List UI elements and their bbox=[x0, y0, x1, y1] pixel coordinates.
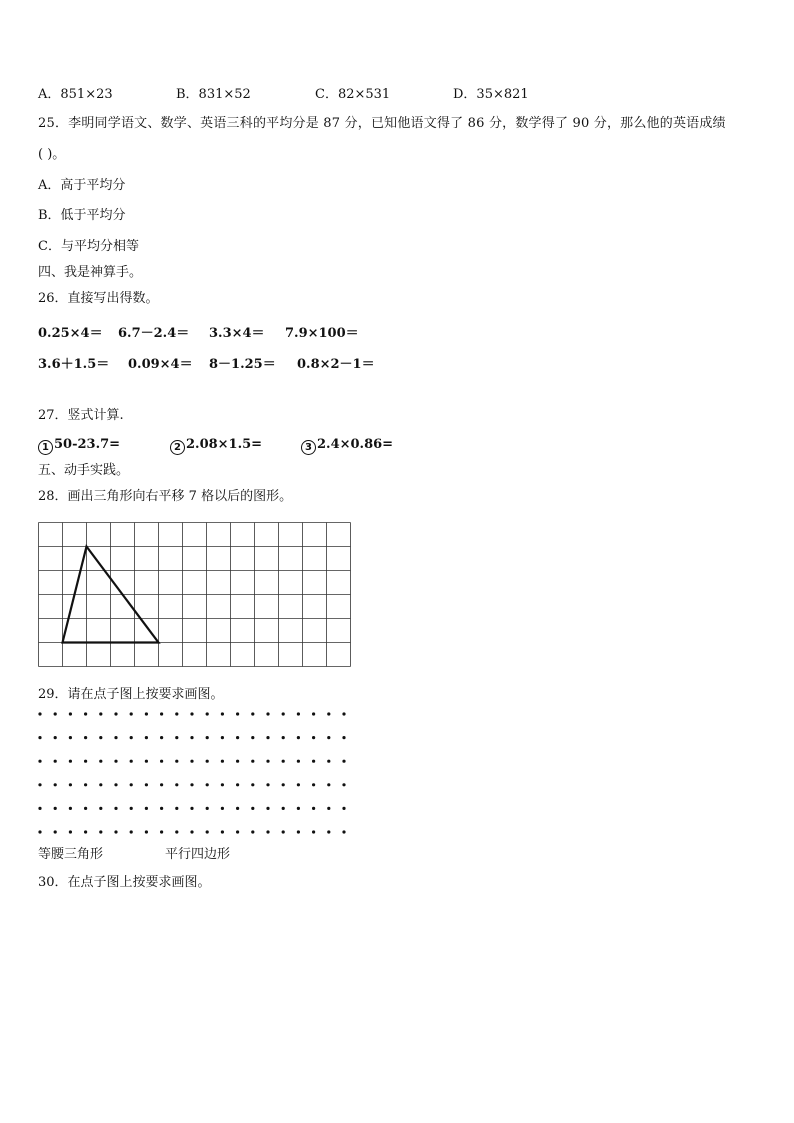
grid-dot bbox=[175, 830, 178, 833]
grid-dot bbox=[160, 736, 163, 739]
grid-dot bbox=[54, 760, 57, 763]
grid-dot bbox=[175, 736, 178, 739]
grid-dot bbox=[221, 712, 224, 715]
grid-dot bbox=[99, 760, 102, 763]
grid-dot bbox=[221, 760, 224, 763]
grid-dot bbox=[266, 807, 269, 810]
grid-dot bbox=[130, 760, 133, 763]
grid-dot bbox=[160, 807, 163, 810]
grid-dot bbox=[54, 712, 57, 715]
grid-dot bbox=[160, 760, 163, 763]
grid-dot bbox=[38, 736, 41, 739]
grid-dot bbox=[114, 760, 117, 763]
calc-item: 8－1.25＝ bbox=[209, 357, 276, 372]
calc-item: 7.9×100＝ bbox=[285, 326, 359, 341]
question-25-stem: 25．李明同学语文、数学、英语三科的平均分是 87 分，已知他语文得了 86 分，数学得了 90 分，那么他的英语成绩 bbox=[38, 116, 726, 131]
grid-dot bbox=[206, 783, 209, 786]
grid-dot bbox=[312, 783, 315, 786]
grid-dot bbox=[160, 783, 163, 786]
grid-dot bbox=[342, 830, 345, 833]
question-30-stem: 30．在点子图上按要求画图。 bbox=[38, 875, 211, 890]
question-25-blank: ( )。 bbox=[38, 147, 66, 162]
grid-dot bbox=[160, 830, 163, 833]
calc-item: 3.6＋1.5＝ bbox=[38, 357, 110, 372]
grid-dot bbox=[38, 830, 41, 833]
grid-dot bbox=[190, 712, 193, 715]
grid-dot bbox=[327, 807, 330, 810]
grid-dot bbox=[54, 736, 57, 739]
grid-dot bbox=[327, 783, 330, 786]
grid-dot bbox=[312, 736, 315, 739]
vertical-calc-expr: 2.4×0.86= bbox=[317, 437, 394, 452]
grid-dot bbox=[266, 760, 269, 763]
grid-dot bbox=[251, 712, 254, 715]
grid-dot bbox=[190, 760, 193, 763]
grid-dot bbox=[69, 760, 72, 763]
grid-dot bbox=[99, 807, 102, 810]
grid-dot bbox=[69, 807, 72, 810]
grid-dot bbox=[84, 712, 87, 715]
section-5-heading: 五、动手实践。 bbox=[38, 463, 130, 478]
grid-dot bbox=[190, 830, 193, 833]
grid-dot bbox=[130, 783, 133, 786]
grid-dot bbox=[312, 712, 315, 715]
grid-dot bbox=[266, 736, 269, 739]
grid-dot bbox=[114, 830, 117, 833]
grid-dot bbox=[342, 760, 345, 763]
vertical-calc-item bbox=[301, 437, 393, 455]
label-parallelogram: 平行四边形 bbox=[165, 847, 231, 862]
circled-number: 2 bbox=[170, 440, 185, 455]
grid-dot bbox=[251, 760, 254, 763]
grid-dot bbox=[206, 807, 209, 810]
grid-dot bbox=[266, 830, 269, 833]
question-29-stem: 29．请在点子图上按要求画图。 bbox=[38, 687, 224, 702]
grid-dot bbox=[84, 783, 87, 786]
grid-dot bbox=[84, 830, 87, 833]
grid-dot bbox=[99, 830, 102, 833]
grid-dot bbox=[145, 830, 148, 833]
grid-dot bbox=[206, 712, 209, 715]
grid-dot bbox=[54, 783, 57, 786]
grid-dot bbox=[114, 736, 117, 739]
option-a: A．851×23 bbox=[38, 87, 113, 102]
grid-dot bbox=[190, 736, 193, 739]
circled-number: 1 bbox=[38, 440, 53, 455]
grid-dot bbox=[342, 807, 345, 810]
grid-dot bbox=[190, 807, 193, 810]
grid-dot bbox=[145, 736, 148, 739]
grid-dot bbox=[297, 736, 300, 739]
grid-dot bbox=[342, 783, 345, 786]
grid-dot bbox=[221, 830, 224, 833]
option-d: D．35×821 bbox=[453, 87, 529, 102]
grid-dot bbox=[145, 712, 148, 715]
grid-dot bbox=[175, 783, 178, 786]
grid-dot bbox=[236, 712, 239, 715]
grid-dot bbox=[236, 736, 239, 739]
grid-dot bbox=[175, 712, 178, 715]
grid-dot bbox=[190, 783, 193, 786]
grid-dot bbox=[312, 807, 315, 810]
vertical-calc-expr: 2.08×1.5= bbox=[186, 437, 263, 452]
grid-dot bbox=[297, 712, 300, 715]
grid-dot bbox=[69, 783, 72, 786]
grid-dot bbox=[297, 760, 300, 763]
grid-dot bbox=[130, 712, 133, 715]
grid-dot bbox=[99, 783, 102, 786]
grid-dot bbox=[206, 736, 209, 739]
calc-item: 6.7－2.4＝ bbox=[118, 326, 190, 341]
grid-dot bbox=[175, 760, 178, 763]
grid-dot bbox=[84, 807, 87, 810]
dot-grid bbox=[38, 710, 348, 840]
square-grid bbox=[38, 522, 351, 670]
grid-dot bbox=[38, 760, 41, 763]
grid-dot bbox=[221, 736, 224, 739]
grid-dot bbox=[251, 807, 254, 810]
grid-dot bbox=[327, 712, 330, 715]
grid-dot bbox=[54, 807, 57, 810]
grid-dot bbox=[114, 712, 117, 715]
grid-dot bbox=[236, 807, 239, 810]
question-25-option-c: C．与平均分相等 bbox=[38, 239, 139, 254]
grid-dot bbox=[206, 760, 209, 763]
question-28-stem: 28．画出三角形向右平移 7 格以后的图形。 bbox=[38, 489, 293, 504]
grid-dot bbox=[38, 807, 41, 810]
grid-dot bbox=[236, 783, 239, 786]
grid-dot bbox=[282, 760, 285, 763]
grid-dot bbox=[206, 830, 209, 833]
grid-dot bbox=[282, 783, 285, 786]
grid-dot bbox=[251, 830, 254, 833]
grid-dot bbox=[38, 783, 41, 786]
grid-dot bbox=[297, 830, 300, 833]
calc-item: 3.3×4＝ bbox=[209, 326, 265, 341]
circled-number: 3 bbox=[301, 440, 316, 455]
grid-dot bbox=[251, 736, 254, 739]
grid-dot bbox=[130, 830, 133, 833]
grid-dot bbox=[282, 807, 285, 810]
grid-dot bbox=[327, 736, 330, 739]
grid-dot bbox=[38, 712, 41, 715]
grid-dot bbox=[297, 807, 300, 810]
option-b: B．831×52 bbox=[176, 87, 251, 102]
grid-dot bbox=[130, 807, 133, 810]
grid-dot bbox=[282, 712, 285, 715]
grid-dot bbox=[282, 830, 285, 833]
grid-dot bbox=[99, 736, 102, 739]
grid-dot bbox=[69, 736, 72, 739]
grid-dot bbox=[236, 760, 239, 763]
grid-dot bbox=[312, 760, 315, 763]
question-25-option-a: A．高于平均分 bbox=[38, 178, 126, 193]
grid-dot bbox=[84, 736, 87, 739]
grid-dot bbox=[297, 783, 300, 786]
grid-dot bbox=[114, 783, 117, 786]
grid-dot bbox=[221, 783, 224, 786]
calc-item: 0.8×2－1＝ bbox=[297, 357, 375, 372]
label-isosceles-triangle: 等腰三角形 bbox=[38, 847, 104, 862]
grid-dot bbox=[282, 736, 285, 739]
grid-dot bbox=[145, 807, 148, 810]
grid-dot bbox=[130, 736, 133, 739]
grid-dot bbox=[69, 712, 72, 715]
grid-dot bbox=[342, 736, 345, 739]
grid-dot bbox=[84, 760, 87, 763]
question-25-option-b: B．低于平均分 bbox=[38, 208, 126, 223]
grid-dot bbox=[114, 807, 117, 810]
grid-dot bbox=[145, 760, 148, 763]
option-c: C．82×531 bbox=[315, 87, 391, 102]
grid-dot bbox=[342, 712, 345, 715]
question-27-stem: 27．竖式计算. bbox=[38, 408, 124, 423]
grid-dot bbox=[99, 712, 102, 715]
question-26-stem: 26．直接写出得数。 bbox=[38, 291, 159, 306]
grid-dot bbox=[236, 830, 239, 833]
grid-dot bbox=[160, 712, 163, 715]
calc-item: 0.25×4＝ bbox=[38, 326, 103, 341]
vertical-calc-expr: 50-23.7= bbox=[54, 437, 121, 452]
grid-dot bbox=[251, 783, 254, 786]
grid-dot bbox=[327, 830, 330, 833]
grid-dot bbox=[54, 830, 57, 833]
grid-dot bbox=[145, 783, 148, 786]
grid-dot bbox=[327, 760, 330, 763]
grid-dot bbox=[221, 807, 224, 810]
calc-item: 0.09×4＝ bbox=[128, 357, 193, 372]
grid-dot bbox=[312, 830, 315, 833]
vertical-calc-item bbox=[170, 437, 262, 455]
grid-dot bbox=[69, 830, 72, 833]
grid-dot bbox=[266, 783, 269, 786]
section-4-heading: 四、我是神算手。 bbox=[38, 265, 143, 280]
grid-dot bbox=[175, 807, 178, 810]
grid-dot bbox=[266, 712, 269, 715]
vertical-calc-item bbox=[38, 437, 120, 455]
